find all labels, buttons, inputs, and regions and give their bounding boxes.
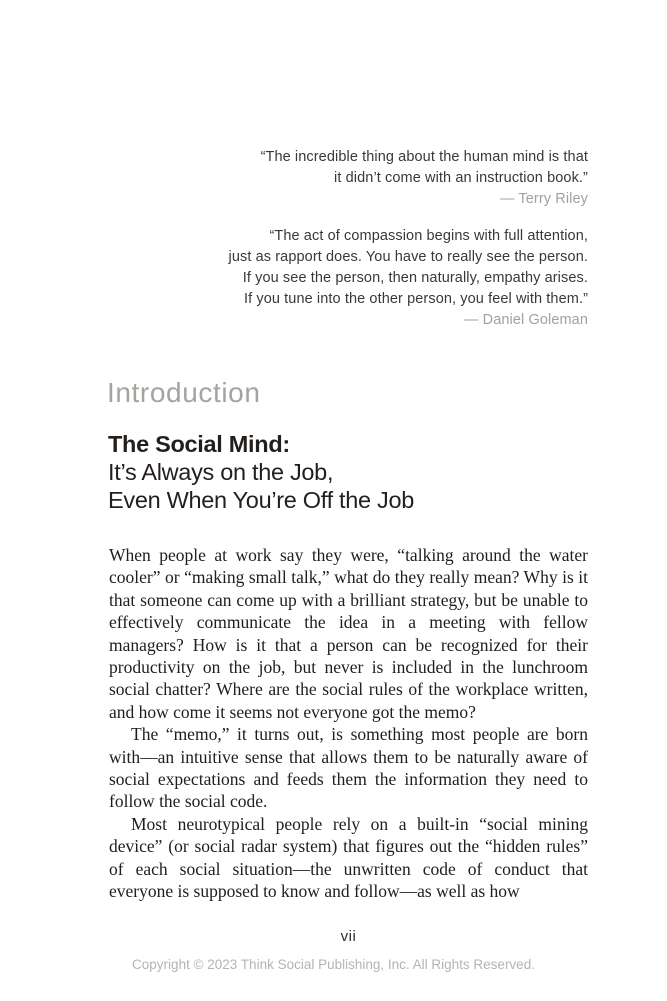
paragraph: When people at work say they were, “talking around the water cooler” or “making small talk,” what do they really mean? Why is it that someone can come up with a brilliant strategy, but be unable to effectively communicate the idea in a meeting with fellow managers? How is it that a person can be recognized for their productivity on the job, but never is included in the lunchroom social chatter? Where are the social rules of the workplace written, and how come it seems not everyone got the memo? [109, 545, 588, 722]
paragraph: The “memo,” it turns out, is something most people are born with—an intuitive sense that allows them to be naturally aware of social expectations and feeds them the information they need to follow the social code. [109, 724, 588, 812]
chapter-subtitle-line: Even When You’re Off the Job [108, 487, 415, 513]
copyright-notice: Copyright © 2023 Think Social Publishing, Inc. All Rights Reserved. [132, 957, 535, 972]
quote-daniel-goleman [110, 226, 588, 330]
body-text [109, 544, 588, 903]
chapter-label: Introduction [107, 377, 261, 408]
paragraph: Most neurotypical people rely on a built-in “social mining device” (or social radar system) that figures out the “hidden rules” of each social situation—the unwritten code of conduct that everyone is supposed to know and follow—as well as how [109, 813, 588, 902]
chapter-title: The Social Mind: [108, 431, 290, 457]
quote-line: “The act of compassion begins with full attention, [269, 228, 588, 245]
page-number: vii [340, 928, 357, 945]
quote-attribution: — Daniel Goleman [463, 311, 588, 328]
quote-line: just as rapport does. You have to really see the person. [228, 249, 588, 266]
quote-line: If you see the person, then naturally, empathy arises. [242, 269, 588, 286]
epigraph-block [110, 147, 588, 330]
quote-terry-riley [110, 147, 588, 209]
quote-line: If you tune into the other person, you feel with them.” [243, 290, 588, 307]
quote-line: “The incredible thing about the human mind is that [260, 149, 588, 165]
quote-attribution: — Terry Riley [499, 190, 588, 207]
quote-line: it didn’t come with an instruction book.” [334, 169, 588, 186]
chapter-subtitle-line: It’s Always on the Job, [108, 459, 334, 485]
chapter-title-block [108, 430, 588, 514]
